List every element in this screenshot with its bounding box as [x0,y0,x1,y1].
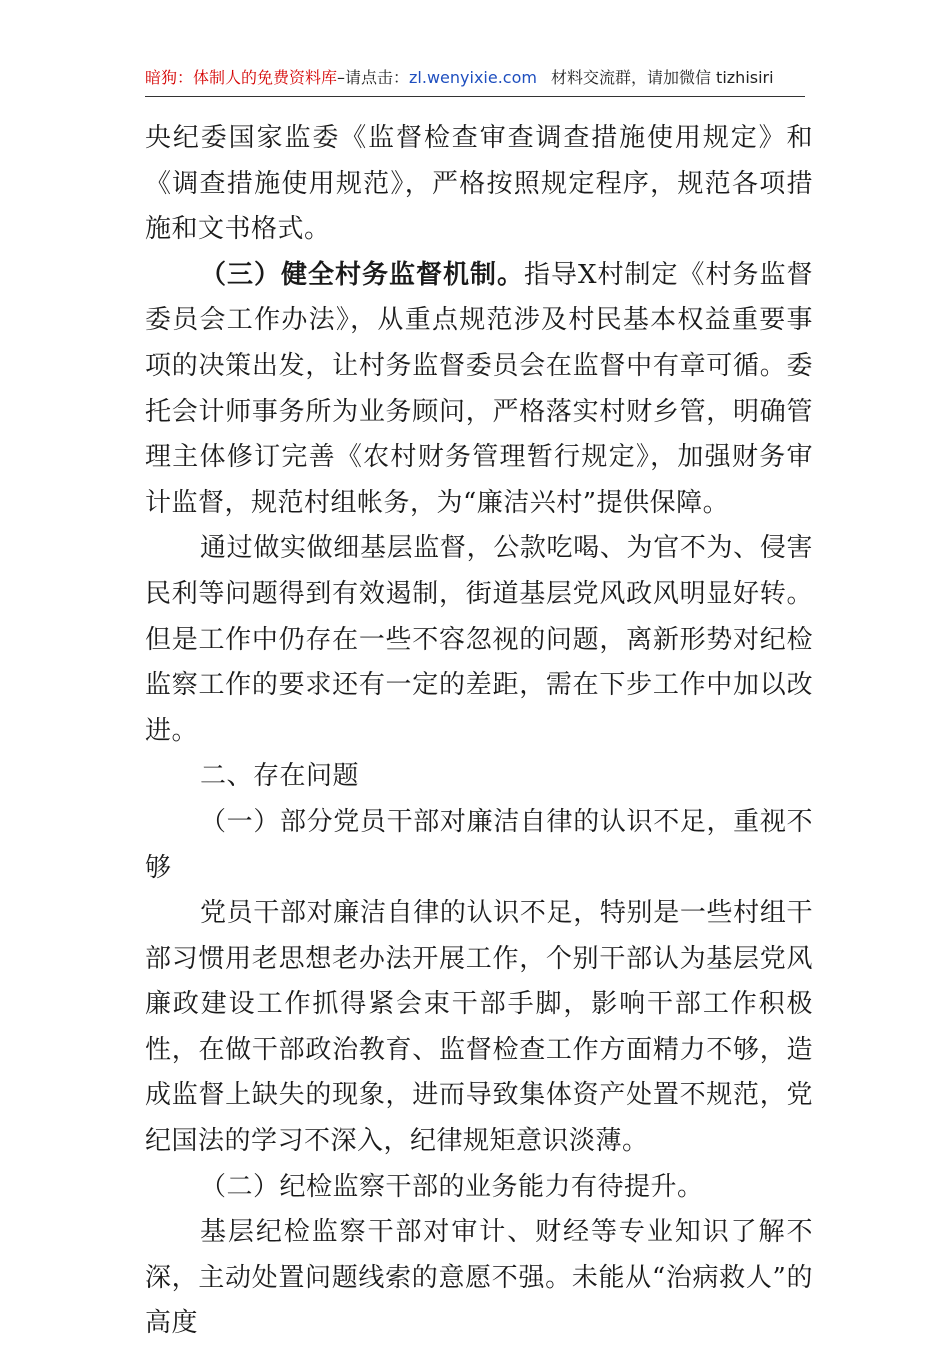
section-2-title: 二、存在问题 [200,761,360,792]
subheading-3: （三）健全村务监督机制。 [200,259,524,290]
subsection-2-title: （二）纪检监察干部的业务能力有待提升。 [200,1171,704,1202]
paragraph-1: 央纪委国家监委《监督检查审查调查措施使用规定》和《调查措施使用规范》，严格按照规定程序，规范各项措施和文书格式。 [145,123,813,245]
document-body [145,116,813,1347]
paragraph-5: 基层纪检监察干部对审计、财经等专业知识了解不深，主动处置问题线索的意愿不强。未能从“治病救人”的高度 [145,1217,813,1339]
paragraph-2 [145,253,813,527]
header-site-name: 暗狗：体制人的免费资料库 [145,68,338,87]
page-header [145,60,805,97]
paragraph-2-text: 指导X村制定《村务监督委员会工作办法》，从重点规范涉及村民基本权益重要事项的决策出发，让村务监督委员会在监督中有章可循。委托会计师事务所为业务顾问，严格落实村财乡管，明确管理主体修订完善《农村财务管理暂行规定》，加强财务审计监督，规范村组帐务，为“廉洁兴村”提供保障。 [145,259,813,518]
paragraph-4: 党员干部对廉洁自律的认识不足，特别是一些村组干部习惯用老思想老办法开展工作，个别干部认为基层党风廉政建设工作抓得紧会束干部手脚，影响干部工作积极性，在做干部政治教育、监督检查工作方面精力不够，造成监督上缺失的现象，进而导致集体资产处置不规范，党纪国法的学习不深入，纪律规矩意识淡薄。 [145,898,813,1157]
paragraph-3: 通过做实做细基层监督，公款吃喝、为官不为、侵害民利等问题得到有效遏制，街道基层党风政风明显好转。但是工作中仍存在一些不容忽视的问题，离新形势对纪检监察工作的要求还有一定的差距，需在下步工作中加以改进。 [145,533,813,746]
header-contact: 材料交流群，请加微信 tizhisiri [550,68,774,87]
subsection-1-title: （一）部分党员干部对廉洁自律的认识不足，重视不够 [145,806,813,883]
header-url-link[interactable]: zl.wenyixie.com [409,68,537,87]
header-click-prefix: –请点击： [337,68,410,87]
